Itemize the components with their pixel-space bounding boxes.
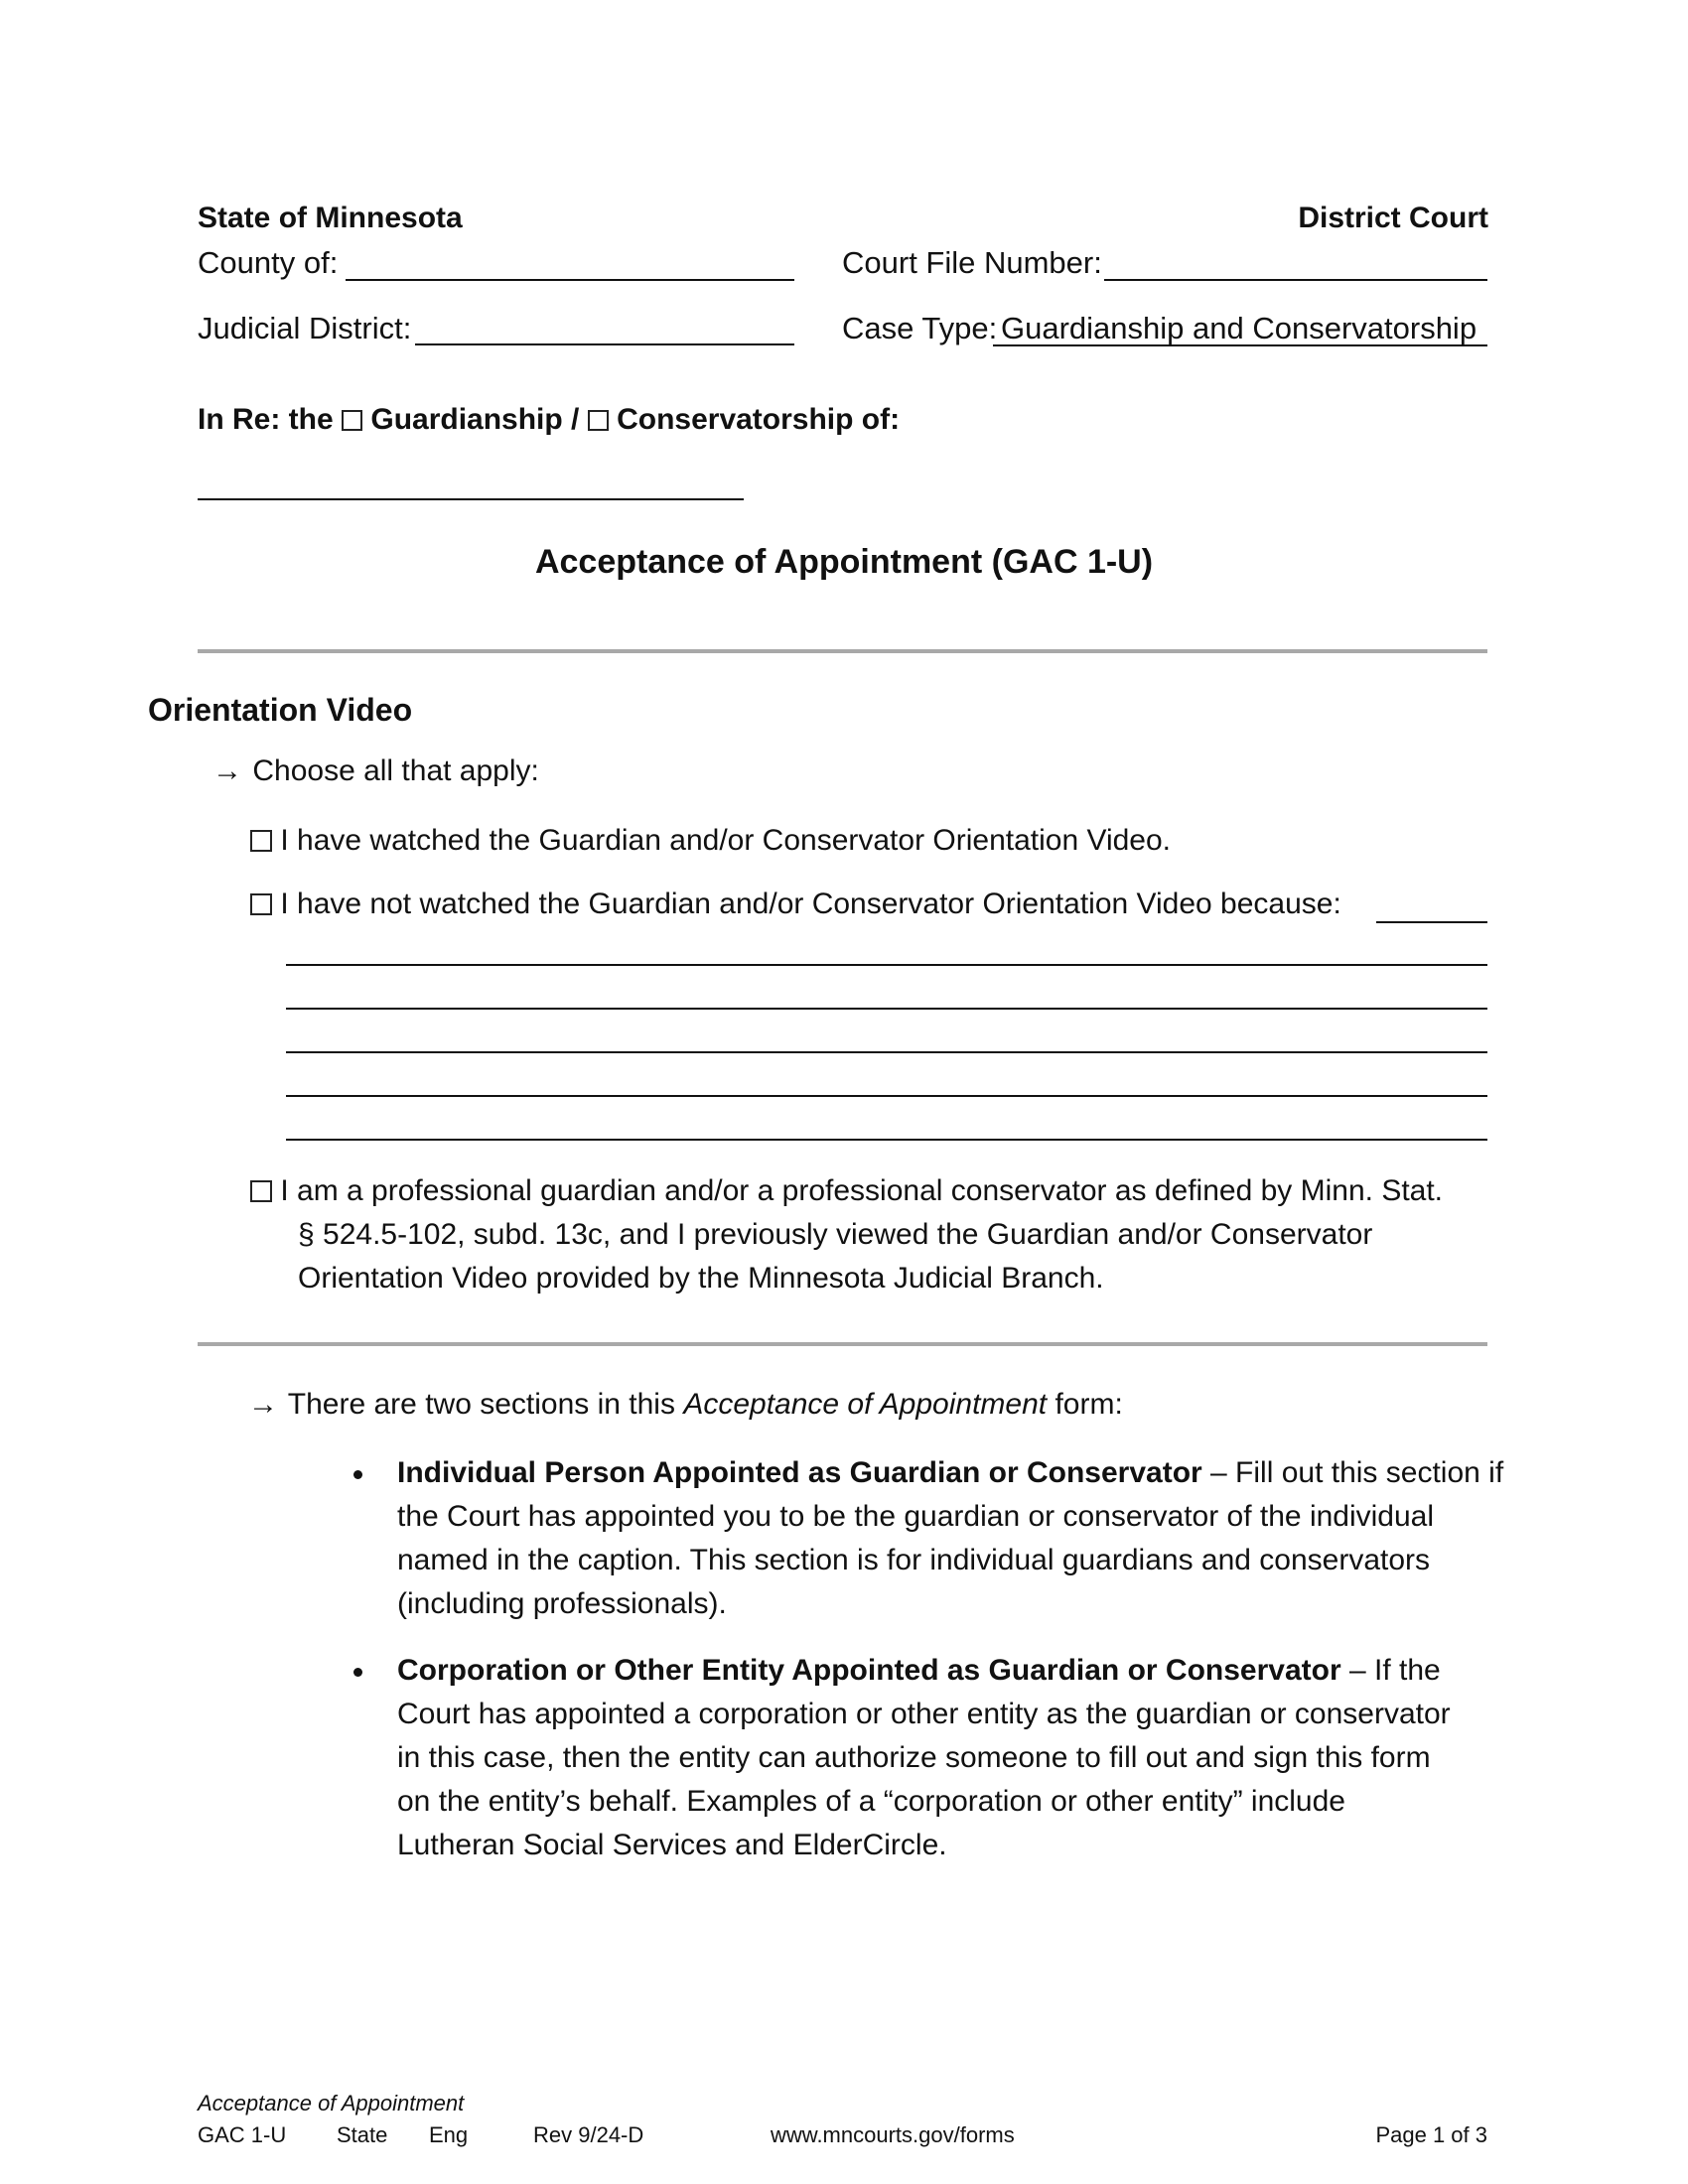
in-re-prefix: In Re: the — [198, 403, 334, 436]
state-label: State of Minnesota — [198, 202, 463, 234]
corporation-line3: in this case, then the entity can authorize someone to fill out and sign this form — [397, 1741, 1431, 1774]
intro-text-italic: Acceptance of Appointment — [683, 1388, 1048, 1421]
case-type-value: Guardianship and Conservatorship — [1001, 311, 1477, 345]
individual-line1: – Fill out this section if — [1201, 1456, 1504, 1489]
not-watched-label: I have not watched the Guardian and/or Conservator Orientation Video because: — [280, 887, 1341, 920]
corporation-section-description — [397, 1649, 1451, 1867]
conservatorship-label: Conservatorship of: — [617, 403, 901, 436]
professional-text-line2: § 524.5-102, subd. 13c, and I previously viewed the Guardian and/or Conservator — [298, 1218, 1373, 1251]
footer-language: Eng — [429, 2122, 469, 2147]
not-watched-checkbox[interactable] — [250, 893, 272, 915]
individual-line3: named in the caption. This section is for individual guardians and conservators — [397, 1544, 1431, 1576]
corporation-heading: Corporation or Other Entity Appointed as Guardian or Conservator — [397, 1654, 1341, 1687]
county-label: County of: — [198, 245, 339, 280]
reason-field-line-3[interactable] — [286, 1051, 1487, 1053]
corporation-line2: Court has appointed a corporation or other entity as the guardian or conservator — [397, 1698, 1451, 1730]
intro-text-before: There are two sections in this — [287, 1388, 675, 1421]
corporation-line1: – If the — [1340, 1654, 1441, 1687]
county-field[interactable] — [346, 279, 794, 281]
footer-page-number: Page 1 of 3 — [1375, 2122, 1487, 2147]
individual-line4: (including professionals). — [397, 1587, 727, 1620]
judicial-district-field[interactable] — [415, 343, 794, 345]
reason-field-line-5[interactable] — [286, 1139, 1487, 1141]
watched-checkbox[interactable] — [250, 830, 272, 852]
case-type-field — [993, 311, 1487, 346]
reason-field-line-1[interactable] — [286, 964, 1487, 966]
footer-url[interactable]: www.mncourts.gov/forms — [771, 2122, 1015, 2147]
judicial-district-label: Judicial District: — [198, 311, 412, 345]
option-watched[interactable] — [250, 824, 1171, 858]
orientation-instruction — [212, 754, 539, 788]
section-divider-bottom — [198, 1342, 1487, 1346]
footer-jurisdiction: State — [337, 2122, 388, 2147]
guardianship-label: Guardianship / — [370, 403, 580, 436]
corporation-line4: on the entity’s behalf. Examples of a “corporation or other entity” include — [397, 1785, 1345, 1818]
corporation-line5: Lutheran Social Services and ElderCircle. — [397, 1829, 947, 1861]
reason-field-line-4[interactable] — [286, 1095, 1487, 1097]
orientation-heading: Orientation Video — [148, 692, 413, 728]
professional-text-line3: Orientation Video provided by the Minnesota Judicial Branch. — [298, 1262, 1104, 1295]
bullet-icon — [353, 1470, 362, 1479]
sections-intro — [248, 1388, 1123, 1422]
page-title: Acceptance of Appointment (GAC 1-U) — [534, 543, 1154, 581]
guardianship-checkbox[interactable] — [342, 410, 362, 431]
court-file-label: Court File Number: — [842, 245, 1102, 280]
reason-field-line-2[interactable] — [286, 1008, 1487, 1010]
section-divider-top — [198, 649, 1487, 653]
watched-label: I have watched the Guardian and/or Conservator Orientation Video. — [280, 824, 1172, 857]
option-not-watched[interactable] — [250, 887, 1341, 921]
in-re-line — [198, 403, 900, 437]
professional-checkbox[interactable] — [250, 1180, 272, 1202]
footer-revision: Rev 9/24-D — [533, 2122, 644, 2147]
court-file-field[interactable] — [1104, 279, 1487, 281]
option-professional[interactable] — [250, 1169, 1443, 1300]
arrow-right-icon: → — [212, 754, 242, 787]
individual-heading: Individual Person Appointed as Guardian or Conservator — [397, 1456, 1202, 1489]
respondent-name-field[interactable] — [198, 498, 744, 500]
conservatorship-checkbox[interactable] — [588, 410, 609, 431]
footer-form-code: GAC 1-U — [198, 2122, 287, 2147]
case-type-label: Case Type: — [842, 311, 998, 345]
court-label: District Court — [1298, 202, 1488, 234]
arrow-right-icon: → — [248, 1388, 278, 1421]
intro-text-after: form: — [1055, 1388, 1123, 1421]
footer-form-title: Acceptance of Appointment — [198, 2091, 465, 2116]
instruction-text: Choose all that apply: — [252, 754, 539, 787]
professional-text-line1: I am a professional guardian and/or a professional conservator as defined by Minn. Stat. — [280, 1174, 1444, 1207]
bullet-icon — [353, 1668, 362, 1677]
individual-section-description — [397, 1451, 1503, 1626]
individual-line2: the Court has appointed you to be the guardian or conservator of the individual — [397, 1500, 1435, 1533]
reason-field-line-0[interactable] — [1376, 921, 1487, 923]
